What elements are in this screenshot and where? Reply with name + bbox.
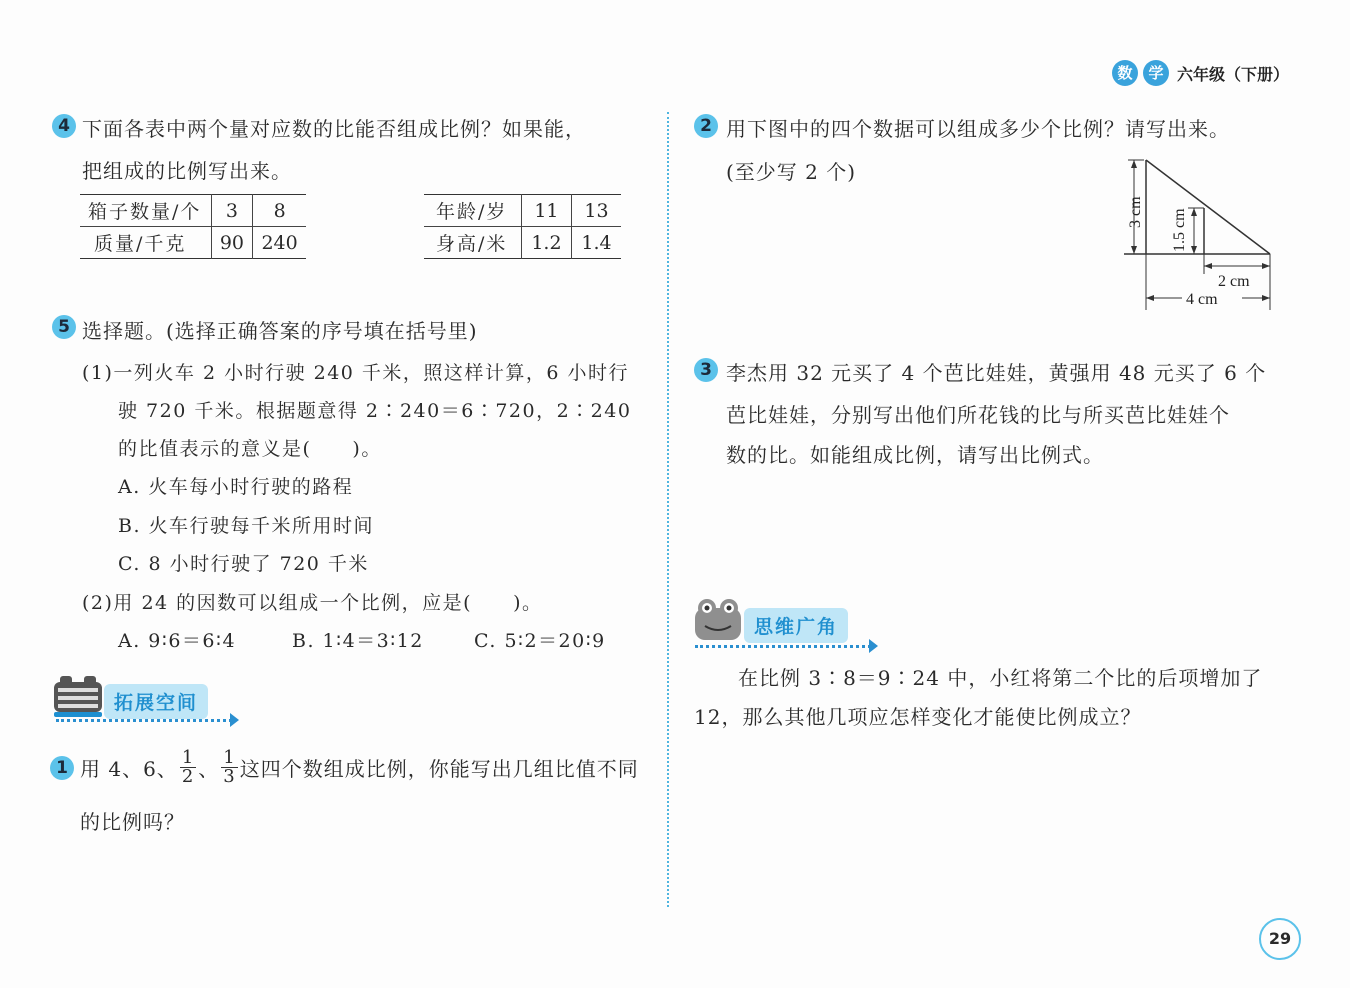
table-cell: 11 [521,195,571,227]
table-cell: 1.2 [521,227,571,259]
think-line1: 在比例 3∶8＝9∶24 中，小红将第二个比的后项增加了 [738,666,1263,690]
table-row [424,195,621,227]
q5-p2-line1: (2)用 24 的因数可以组成一个比例，应是( )。 [82,592,543,614]
table-cell: 质量/千克 [94,233,187,255]
q5-p1-line2: 驶 720 千米。根据题意得 2∶240＝6∶720，2∶240 [118,400,632,422]
column-divider [667,112,669,907]
grade-label: 六年级（下册） [1177,65,1290,84]
q5-p1-option-b: B. 火车行驶每千米所用时间 [118,515,375,537]
table-cell: 年龄/岁 [424,195,521,227]
q5-title: 选择题。(选择正确答案的序号填在括号里) [82,319,478,343]
r2-line2: (至少写 2 个) [726,160,857,184]
fraction-numerator: 1 [181,746,195,768]
fraction-one-third [221,746,237,787]
r2-line1: 用下图中的四个数据可以组成多少个比例？请写出来。 [726,117,1230,141]
table-age-height [424,194,621,259]
table-row [80,227,306,259]
q5-p1-line3: 的比值表示的意义是( )。 [118,438,382,460]
table-box-mass [80,194,306,259]
table-cell: 身高/米 [436,233,508,255]
fraction-one-half [180,746,196,787]
table-row [80,195,306,227]
q4-text-line2: 把组成的比例写出来。 [82,159,292,183]
ext1-line2: 的比例吗？ [80,810,185,834]
table-cell: 3 [211,195,253,227]
arrow-right-icon [869,639,878,653]
r3-line1: 李杰用 32 元买了 4 个芭比娃娃，黄强用 48 元买了 6 个 [726,361,1267,385]
label-1-5cm: 1.5 cm [1171,208,1188,252]
question-4-badge: 4 [52,114,76,138]
section-banner-thinking: 思维广角 [744,608,848,643]
fraction-denominator: 3 [223,765,236,787]
q5-p1-line1: (1)一列火车 2 小时行驶 240 千米，照这样计算，6 小时行 [82,362,630,384]
table-cell: 240 [253,227,306,259]
table-row [424,227,621,259]
q5-p2-option-c: C. 5∶2＝20∶9 [474,630,606,652]
ext1-prefix: 用 4、6、 [80,756,178,781]
ext1-suffix: 这四个数组成比例，你能写出几组比值不同 [239,756,639,781]
toolbox-mascot-icon [50,672,106,720]
page-number: 29 [1259,918,1301,960]
banner-dotted-line [56,719,232,722]
r3-line2: 芭比娃娃，分别写出他们所花钱的比与所买芭比娃娃个 [726,403,1230,427]
question-2-badge: 2 [694,114,718,138]
table-cell: 13 [571,195,621,227]
triangle-figure [1118,150,1288,315]
table-cell: 8 [253,195,306,227]
q5-p1-option-c: C. 8 小时行驶了 720 千米 [118,553,369,575]
q4-text-line1: 下面各表中两个量对应数的比能否组成比例？如果能， [82,117,586,141]
q5-p1-option-a: A. 火车每小时行驶的路程 [118,476,354,498]
label-4cm: 4 cm [1186,291,1218,308]
label-3cm: 3 cm [1127,196,1144,228]
subject-badge-shu: 数 [1112,60,1138,86]
section-banner-extension: 拓展空间 [104,684,208,719]
r3-line3: 数的比。如能组成比例，请写出比例式。 [726,443,1104,467]
question-5-badge: 5 [52,315,76,339]
q5-p2-option-b: B. 1∶4＝3∶12 [292,630,424,652]
table-cell: 90 [211,227,253,259]
banner-dotted-line [695,645,871,648]
q5-p2-option-a: A. 9∶6＝6∶4 [118,630,237,652]
extension-question-1-badge: 1 [50,756,74,780]
label-2cm: 2 cm [1218,273,1250,290]
question-3-badge: 3 [694,358,718,382]
ext1-separator: 、 [198,756,220,781]
think-line2: 12，那么其他几项应怎样变化才能使比例成立？ [694,705,1142,729]
frog-mascot-icon [693,598,743,644]
table-cell: 1.4 [571,227,621,259]
fraction-denominator: 2 [181,765,195,787]
arrow-right-icon [230,713,239,727]
subject-badge-xue: 学 [1143,60,1169,86]
ext1-line1 [80,742,639,792]
table-cell: 箱子数量/个 [80,195,211,227]
fraction-numerator: 1 [223,746,236,768]
